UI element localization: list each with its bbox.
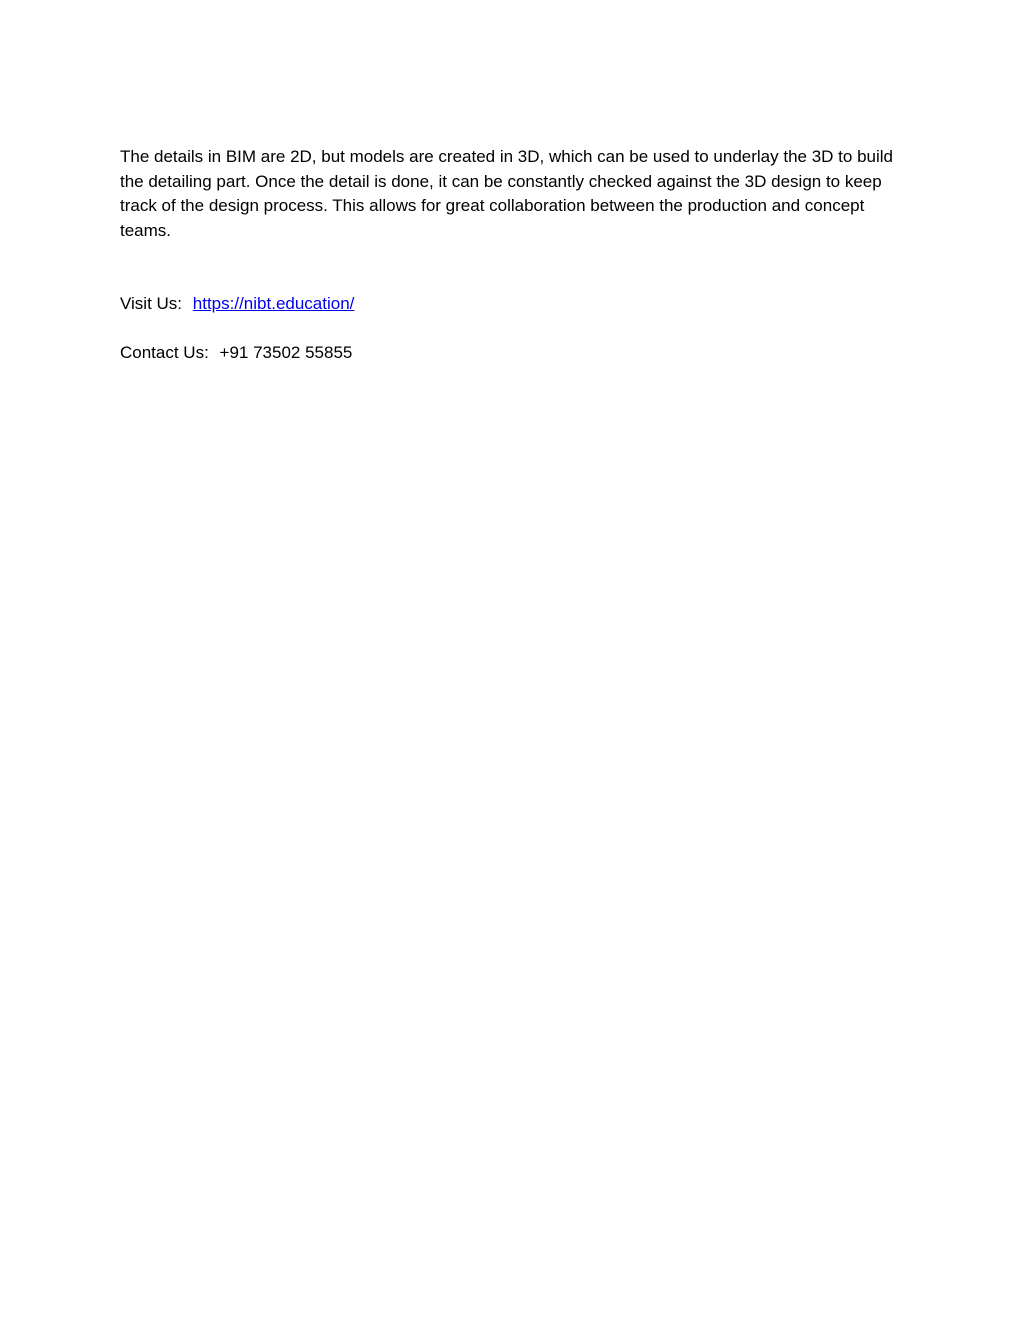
body-paragraph: The details in BIM are 2D, but models are created in 3D, which can be used to underlay the 3D to build the detailing part. Once the detail is done, it can be constantly checked against the 3D design to keep track of the design process. This allows for great collaboration between the production and concept teams. bbox=[120, 147, 893, 240]
visit-us-label: Visit Us: bbox=[120, 294, 183, 313]
contact-us-label: Contact Us: bbox=[120, 343, 209, 362]
contact-us-line bbox=[120, 341, 352, 366]
phone-number: +91 73502 55855 bbox=[219, 343, 353, 362]
document-body bbox=[120, 145, 900, 362]
visit-us-line bbox=[120, 292, 354, 317]
website-link[interactable]: https://nibt.education/ bbox=[192, 294, 355, 313]
